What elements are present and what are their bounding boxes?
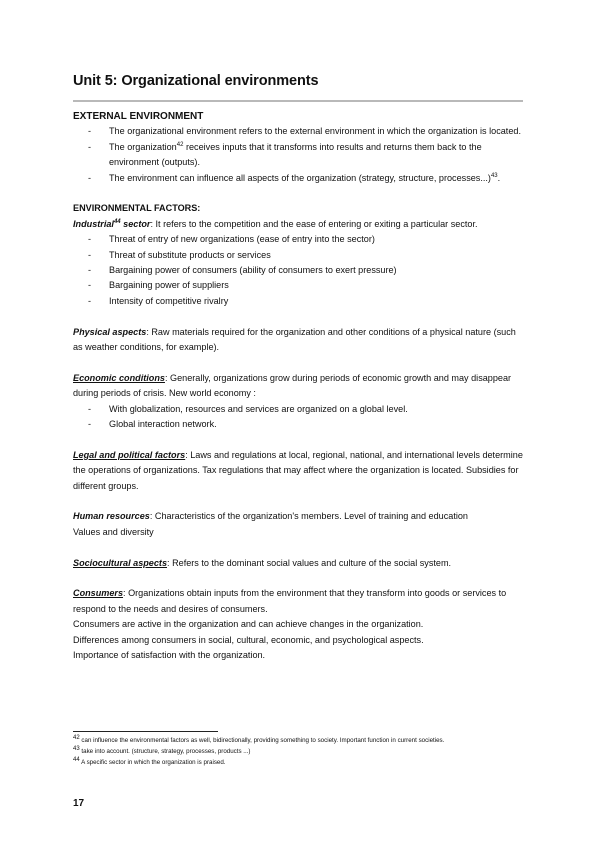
external-heading: EXTERNAL ENVIRONMENT [73,111,204,122]
consumers-line: Differences among consumers in social, cultural, economic, and psychological aspects. [73,634,424,645]
industrial-list [73,232,525,309]
legal-political-paragraph: Legal and political factors: Laws and regulations at local, regional, national, and international levels determine the operations of organizations. Tax regulations that may affect where the organization is located. Subsidies for different groups. [73,449,523,491]
list-item: - The organizational environment refers to the external environment in which the organization is located. [73,124,525,139]
list-item: - The organization$^{42}$ receives inputs that it transforms into results and returns them back to the environment (outputs). [73,140,525,171]
footnote-divider [73,731,218,732]
industrial-sector-paragraph: Industrial$^{44}$ sector: It refers to the competition and the ease of entering or exiting a particular sector. [73,218,478,229]
economic-conditions-paragraph: Economic conditions: Generally, organizations grow during periods of economic growth and may disappear during periods of crisis. New world economy : [73,372,512,399]
footnotes [73,735,533,768]
consumers-line: Consumers are active in the organization and can achieve changes in the organization. [73,619,424,630]
list-item: - Threat of substitute products or services [73,248,525,263]
external-list [73,124,525,186]
human-resources-line2: Values and diversity [73,526,154,537]
list-item: - Bargaining power of suppliers [73,278,525,293]
footnote: $^{44}$ A specific sector in which the organization is praised. [73,756,226,766]
list-item: - Threat of entry of new organizations (ease of entry into the sector) [73,232,525,247]
footnote: $^{42}$ can influence the environmental factors as well, bidirectionally, providing something to society. Important function in current societies. [73,734,445,744]
footnote-ref: 43 [490,172,498,179]
footnote-ref: 44 [113,218,121,225]
list-item: - Bargaining power of consumers (ability of consumers to exert pressure) [73,263,525,278]
consumers-line: Importance of satisfaction with the organization. [73,650,266,661]
page-number: 17 [73,798,85,809]
footnote: $^{43}$ take into account. (structure, strategy, processes, products ...) [73,745,251,755]
list-item: - With globalization, resources and services are organized on a global level. [73,402,525,417]
human-resources-paragraph: Human resources: Characteristics of the organization's members. Level of training and education [73,511,468,522]
consumers-paragraph: Consumers: Organizations obtain inputs from the environment that they transform into goods or services to respond to the needs and desires of consumers. [73,588,507,614]
physical-aspects-paragraph: Physical aspects: Raw materials required for the organization and other conditions of a physical nature (such as weather conditions, for example). [73,326,516,353]
economic-list [73,402,525,433]
list-item: - The environment can influence all aspects of the organization (strategy, structure, processes...)$^{43}$. [73,171,525,186]
sociocultural-paragraph: Sociocultural aspects: Refers to the dominant social values and culture of the social system. [73,557,452,568]
list-item: - Intensity of competitive rivalry [73,294,525,309]
title-divider [73,100,523,102]
list-item: - Global interaction network. [73,417,525,432]
main-content [73,109,525,664]
unit-title: Unit 5: Organizational environments [73,73,319,89]
footnote-ref: 42 [176,141,184,148]
factors-heading: ENVIRONMENTAL FACTORS: [73,203,201,214]
